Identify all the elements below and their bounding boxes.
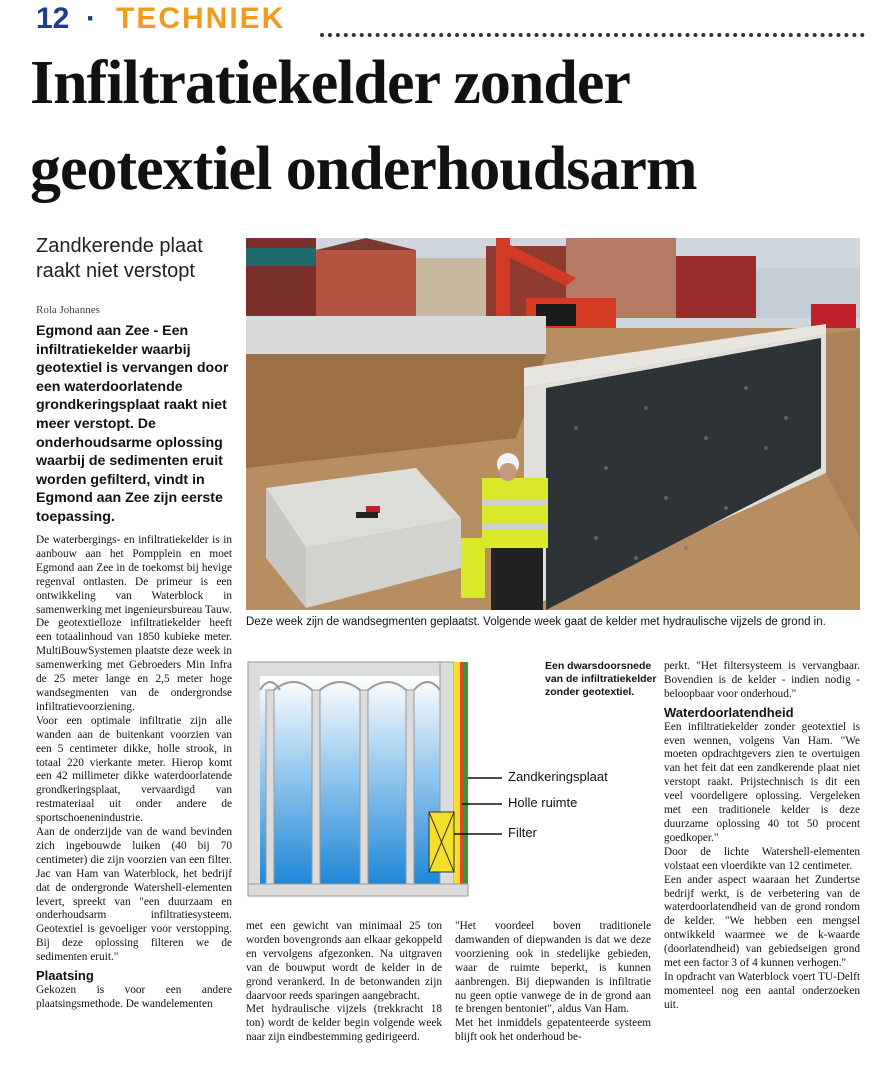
page-number: 12 — [36, 2, 70, 35]
diagram-caption: Een dwarsdoorsnede van de infiltratiekelder zonder geotextiel. — [545, 660, 657, 698]
label-zandkeringsplaat: Zandkeringsplaat — [508, 769, 608, 784]
article-column-3 — [455, 920, 651, 1045]
paragraph: De waterbergings- en infiltratiekelder is in aanbouw aan het Pompplein en moet Egmond aan Zee in de toekomst bij hevige regenval ontlasten. De primeur is een ontwikkeling van Waterblock in samenwerking met ingenieursbureau Tauw. — [36, 534, 232, 616]
headline-line-1: Infiltratiekelder zonder — [30, 49, 630, 117]
subheading-waterdoorlatendheid: Waterdoorlatendheid — [664, 704, 794, 720]
paragraph: Door de lichte Watershell-elementen volstaat een vloerdikte van 12 centimeter. — [664, 845, 860, 872]
paragraph: Een infiltratiekelder zonder geotextiel is even wennen, volgens Van Ham. "We moeten opdrachtgevers zien te overtuigen van het feit dat een zandkerende plaat niet verstopt raakt. Prijstechnisch is dit een veel voordeligere oplossing. Vergeleken met een traditionele kelder is deze duurzame oplossing 40 tot 50 procent goedkoper." — [664, 720, 860, 844]
headline-line-2: geotextiel onderhoudsarm — [30, 135, 697, 203]
paragraph: Met hydraulische vijzels (trekkracht 18 ton) wordt de kelder begin volgende week naar zijn eindbestemming gedirigeerd. — [246, 1003, 442, 1044]
intro-paragraph — [36, 322, 232, 527]
paragraph: In opdracht van Waterblock voert TU-Delft momenteel nog een aantal onderzoeken uit. — [664, 970, 860, 1011]
dateline: Egmond aan Zee — [36, 323, 150, 339]
paragraph: Met het inmiddels gepatenteerde systeem blijft ook het onderhoud be- — [455, 1017, 651, 1044]
paragraph: De geotextielloze infiltratiekelder heeft een totaalinhoud van 1850 kubieke meter. MultiBouwSystemen plaatste deze week in samenwerking met Gebroeders Min Infra de 25 meter lange en 2,5 meter hoge wandsegmenten van de ondergrondse infiltratievoorziening. — [36, 617, 232, 713]
intro-text: - Een infiltratiekelder waarbij geotextiel is vervangen door een waterdoorlatende grondkeringsplaat raakt niet meer verstopt. De onderhoudsarme oplossing waarbij de sedimenten eruit worden gefilterd, vindt in Egmond aan Zee zijn eerste toepassing. — [36, 323, 229, 525]
construction-photo — [246, 238, 860, 610]
paragraph: Aan de onderzijde van de wand bevinden zich ingebouwde luiken (40 bij 70 centimeter) die zijn voorzien van een filter. Jac van Ham van Waterblock, het bedrijf dat de ondergronde Watershell-elementen levert, spreekt van "een duurzaam en onderhoudsarm infiltratiesysteem. Geotextiel is gevoeliger voor verstopping. Bij deze oplossing filteren we de sedimenten eruit." — [36, 826, 232, 964]
paragraph: met een gewicht van minimaal 25 ton worden bovengronds aan elkaar gekoppeld en vervolgens afgezonken. Na uitgraven van de bouwput wordt de kelder in de grond verankerd. In de betonwanden zijn daarvoor reeds sparingen aangebracht. — [246, 920, 442, 1002]
construction-photo-illustration — [246, 238, 860, 610]
paragraph: Voor een optimale infiltratie zijn alle wanden aan de buitenkant voorzien van een 5 centimeter dikke, holle strook, in totaal 220 vierkante meter. Hierop komt een 42 millimeter dikke waterdoorlatende grondkeringsplaat, vervaardigd van restmateriaal uit onder andere de sportschoenenindustrie. — [36, 714, 232, 825]
subheadline: Zandkerende plaat raakt niet verstopt — [36, 235, 203, 282]
article-column-1 — [36, 534, 232, 1012]
paragraph: "Het voordeel boven traditionele damwanden of diepwanden is dat we deze voorziening ook in stedelijke gebieden, waar de ruimte beperkt, is kunnen aanbrengen. Bij diepwanden is infiltratie nu geen optie vanwege de in de grond aan te brengen bentoniet", aldus Van Ham. — [455, 920, 651, 1016]
label-holle-ruimte: Holle ruimte — [508, 795, 578, 810]
header-separator: · — [86, 2, 96, 35]
subheading-plaatsing: Plaatsing — [36, 968, 94, 984]
article-column-2 — [246, 920, 442, 1045]
header-dotted-rule — [320, 33, 865, 37]
article-column-4 — [664, 660, 860, 1013]
paragraph: Een ander aspect waaraan het Zundertse bedrijf werkt, is de verbetering van de waterdoorlatendheid van de grond rondom de kelder. "We hebben een mengsel ontwikkeld waarmee we de k-waarde (doorlatendheid) van gebiedseigen grond met een factor 3 of 4 kunnen verhogen." — [664, 873, 860, 970]
byline: Rola Johannes — [36, 304, 100, 316]
paragraph: Gekozen is voor een andere plaatsingsmethode. De wandelementen — [36, 984, 232, 1010]
section-label: TECHNIEK — [116, 2, 286, 35]
photo-caption: Deze week zijn de wandsegmenten geplaatst. Volgende week gaat de kelder met hydraulische vijzels de grond in. — [246, 616, 826, 628]
paragraph: perkt. "Het filtersysteem is vervangbaar. Bovendien is de kelder - indien nodig - beloopbaar voor onderhoud." — [664, 660, 860, 700]
label-filter: Filter — [508, 825, 537, 840]
